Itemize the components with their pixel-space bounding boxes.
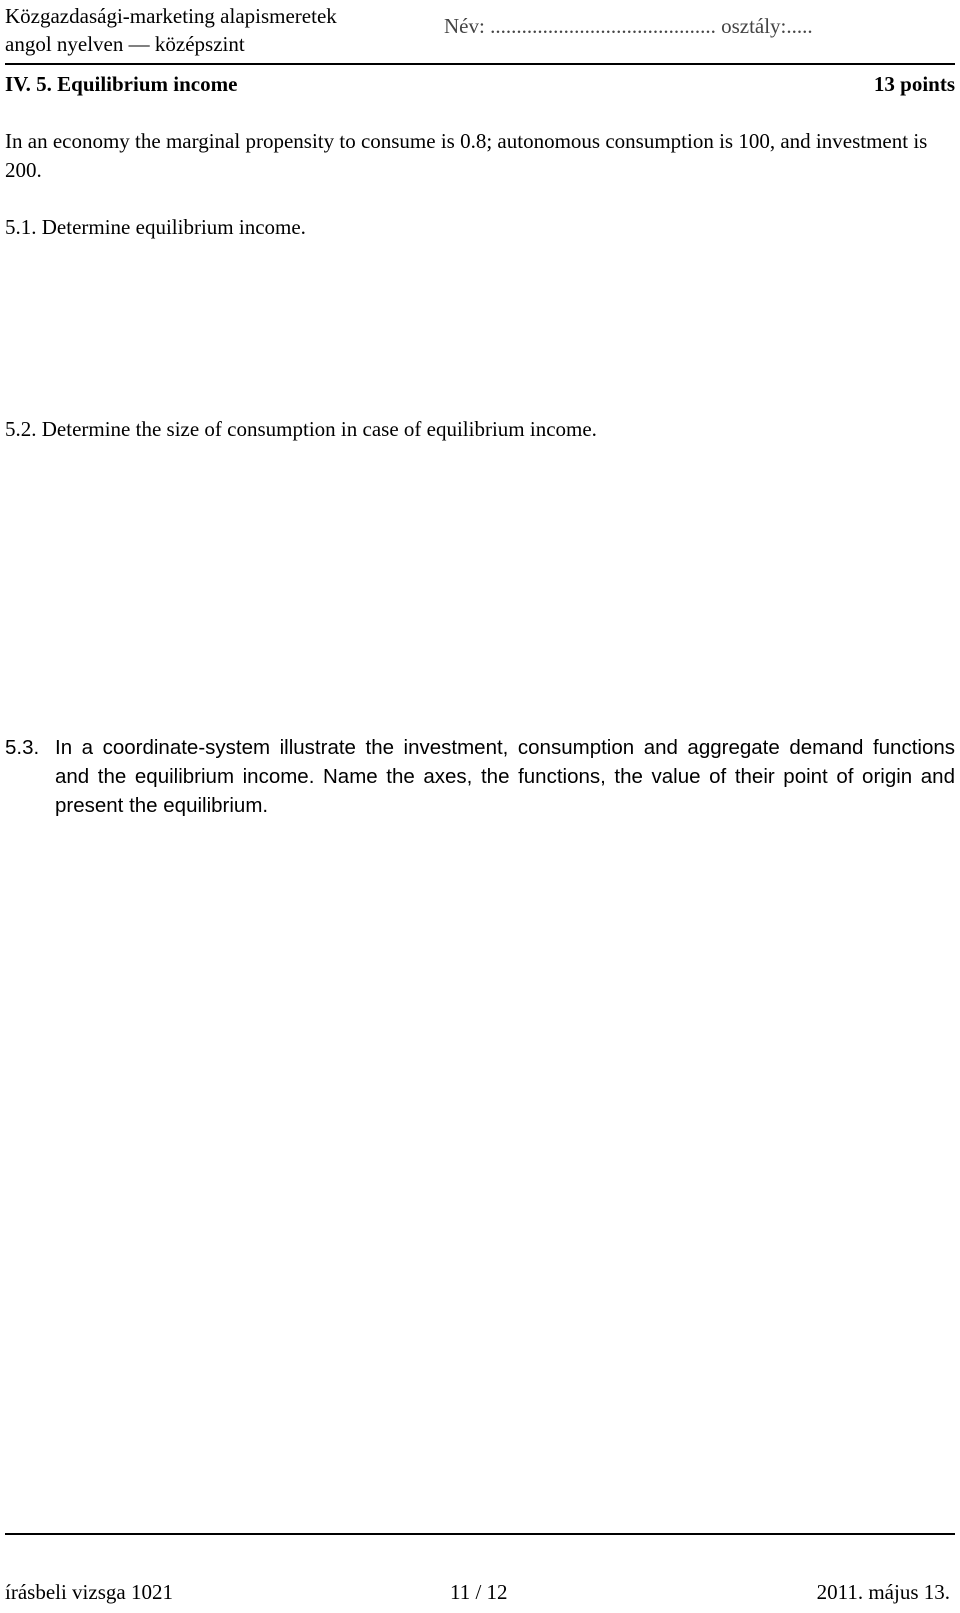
section-title: IV. 5. Equilibrium income: [5, 72, 238, 96]
name-class-field: Név: ........................................... osztály:.....: [444, 14, 813, 38]
question-number: 5.2.: [5, 417, 37, 441]
subject-level: angol nyelven — középszint: [5, 32, 245, 56]
question-5-3: [5, 733, 955, 820]
footer-date: 2011. május 13.: [816, 1580, 950, 1604]
footer-divider: [5, 1533, 955, 1535]
header-divider: [5, 63, 955, 65]
subject-title: Közgazdasági-marketing alapismeretek: [5, 4, 337, 28]
section-points: 13 points: [873, 72, 955, 96]
question-5-2: [5, 415, 955, 444]
question-text: Determine the size of consumption in case of equilibrium income.: [41, 417, 597, 441]
footer-page-number: 11 / 12: [450, 1580, 508, 1604]
footer-exam-code: írásbeli vizsga 1021: [5, 1580, 173, 1604]
question-number: 5.1.: [5, 215, 37, 239]
question-text: In a coordinate-system illustrate the investment, consumption and aggregate demand functions and the equilibrium income. Name the axes, the functions, the value of their point of origin and present the equilibrium.: [55, 736, 955, 817]
problem-statement: In an economy the marginal propensity to consume is 0.8; autonomous consumption is 100, and investment is 200.: [5, 129, 928, 182]
question-number: 5.3.: [5, 736, 40, 759]
question-text: Determine equilibrium income.: [41, 215, 306, 239]
document-header-subject: [5, 2, 337, 58]
question-5-1: [5, 213, 955, 242]
